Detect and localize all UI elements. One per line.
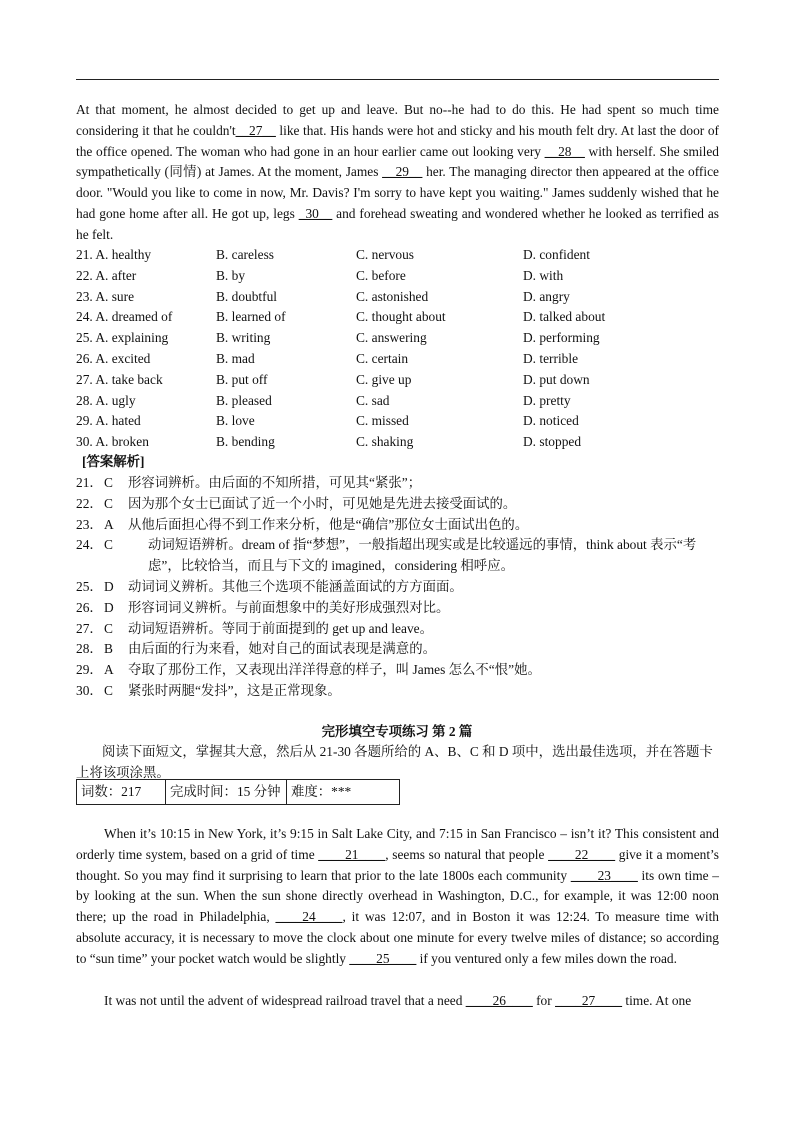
info-table [76,779,400,805]
option-d: D. performing [523,330,600,346]
instructions: 阅读下面短文，掌握其大意，然后从 21-30 各题所给的 A、B、C 和 D 项中，选出最佳选项，并在答题卡上将该项涂黑。 [76,744,713,780]
answer-number: 29． [76,662,103,678]
option-b: B. writing [216,330,271,346]
answer-number: 26． [76,599,103,615]
option-c: C. sad [356,392,390,408]
answer-letter: C [104,620,113,636]
option-b: B. bending [216,434,275,450]
option-b: B. by [216,267,246,283]
answer-item [76,473,719,494]
passage-text: give it a moment’s thought. So you may find it surprising to learn that prior to the late 1800s each community [76,846,719,883]
option-row [76,287,719,308]
option-d: D. stopped [523,434,582,450]
option-b: B. doubtful [216,288,278,304]
option-b: B. love [216,413,255,429]
option-row [76,391,719,412]
option-c: C. nervous [356,247,415,262]
option-d: D. put down [523,371,590,387]
option-d: D. with [523,267,564,283]
option-d: D. pretty [523,392,571,408]
option-a: 22. A. after [76,267,137,283]
answer-item [76,660,719,681]
passage-text: for [532,993,556,1008]
option-a: 24. A. dreamed of [76,309,173,325]
option-a: 21. A. healthy [76,247,152,262]
option-c: C. answering [356,330,427,346]
option-c: C. give up [356,371,412,387]
answer-letter: C [104,495,113,511]
blank-30: _30__ [298,205,333,221]
answer-number: 23． [76,516,103,532]
blank-24: ____24____ [275,909,343,925]
option-c: C. thought about [356,309,446,325]
word-count-cell: 词数：217 [77,780,166,805]
answer-number: 22． [76,495,103,511]
passage-text: like that. His hands were hot and sticky and his mouth felt dry. At last the door of the office opened. The woman who had gone in an hour earlier came out looking very [76,122,719,159]
option-row [76,349,719,370]
blank-27b: ____27____ [555,993,623,1008]
answer-text: 夺取了那份工作，又表现出洋洋得意的样子，叫 James 怎么不“恨”她。 [128,662,541,678]
passage-text: When it’s 10:15 in New York, it’s 9:15 in Salt Lake City, and 7:15 in San Francisco – isn’t it? This consistent and orderly time system, based on a grid of time [76,826,719,862]
blank-23: ____23____ [570,867,638,883]
blank-29: __29__ [382,164,423,180]
section-title: 完形填空专项练习 第 2 篇 [321,724,473,739]
option-c: C. astonished [356,288,429,304]
answer-text: 形容词词义辨析。与前面想象中的美好形成强烈对比。 [128,599,450,615]
blank-27: __27__ [235,122,276,138]
option-b: B. careless [216,247,275,262]
option-row [76,307,719,328]
answer-item [76,639,719,660]
answer-text: 动词短语辨析。dream of 指“梦想”，一般指超出现实或是比较遥远的事情，think about 表示“考虑”，比较恰当，而且与下文的 imagined，considering 相呼应。 [148,537,697,574]
answer-item [76,681,719,702]
blank-28: __28__ [544,143,585,159]
passage-text: , it was 12:07, and in Boston it was 12:24. To measure time with absolute accuracy, it is necessary to move the clock about one minute for every twelve miles of distance; so according to “sun time” your pocket watch would be slightly [76,909,719,966]
option-b: B. put off [216,371,268,387]
passage-text: At that moment, he almost decided to get up and leave. But no--he had to do this. He had spent so much time considering it that he couldn't [76,102,719,138]
option-d: D. angry [523,288,570,304]
option-d: D. talked about [523,309,606,325]
answer-letter: A [104,662,114,678]
answer-letter: A [104,516,114,532]
answer-text: 从他后面担心得不到工作来分析，他是“确信”那位女士面试出色的。 [128,516,529,532]
option-row [76,370,719,391]
option-row [76,411,719,432]
time-cell: 完成时间：15 分钟 [166,780,287,805]
passage-text: , seems so natural that people [385,846,549,862]
answer-item [76,577,719,598]
blank-26: ____26____ [465,993,533,1008]
passage-text: It was not until the advent of widespread railroad travel that a need [104,993,466,1008]
option-row [76,432,719,453]
answer-number: 28． [76,641,103,657]
answer-letter: C [104,682,113,698]
difficulty-cell: 难度：*** [287,780,400,805]
answer-letter: C [104,537,113,553]
passage-2-paragraph-2 [76,991,719,1012]
answer-text: 动词短语辨析。等同于前面提到的 get up and leave。 [128,620,433,636]
option-a: 26. A. excited [76,350,151,366]
header-rule [76,79,719,80]
option-row [76,245,719,266]
answer-number: 30． [76,682,103,698]
option-b: B. mad [216,350,255,366]
option-b: B. learned of [216,309,286,325]
option-d: D. noticed [523,413,579,429]
option-a: 23. A. sure [76,288,135,304]
option-row [76,266,719,287]
option-a: 29. A. hated [76,413,141,429]
answer-item [76,535,719,577]
answer-heading: [答案解析] [82,454,145,469]
passage-text: with herself. She smiled sympathetically (同情) at James. At the moment, James [76,143,719,180]
answer-letter: D [104,578,114,594]
options-list [76,245,719,453]
blank-25: ____25____ [349,950,417,966]
blank-21: ____21____ [318,846,386,862]
option-a: 30. A. broken [76,434,149,450]
answer-text: 形容词辨析。由后面的不知所措，可见其“紧张”； [128,475,422,490]
blank-22: ____22____ [548,846,616,862]
option-a: 25. A. explaining [76,330,169,346]
option-c: C. missed [356,413,409,429]
answer-letter: C [104,475,113,490]
option-c: C. certain [356,350,409,366]
passage-2-paragraph-1 [76,824,719,970]
answer-letter: B [104,641,113,657]
answer-number: 25． [76,578,103,594]
answer-list [76,473,719,702]
option-row [76,328,719,349]
answer-item [76,494,719,515]
passage-text: and forehead sweating and wondered whether he looked as terrified as he felt. [76,205,719,242]
answer-text: 因为那个女士已面试了近一个小时，可见她是先进去接受面试的。 [128,495,517,511]
answer-number: 24． [76,537,103,553]
passage-text: its own time – by looking at the sun. When the sun shone directly overhead in Washington, D.C., for example, it was 12:00 noon there; up the road in Philadelphia, [76,867,719,925]
answer-text: 由后面的行为来看，她对自己的面试表现是满意的。 [128,641,436,657]
answer-letter: D [104,599,114,615]
option-d: D. terrible [523,350,579,366]
option-c: C. shaking [356,434,414,450]
answer-item [76,598,719,619]
option-c: C. before [356,267,406,283]
answer-number: 27． [76,620,103,636]
answer-text: 紧张时两腿“发抖”，这是正常现象。 [128,682,341,698]
passage-1-paragraph [76,100,719,246]
option-a: 27. A. take back [76,371,163,387]
answer-item [76,619,719,640]
passage-text: if you ventured only a few miles down the road. [416,950,677,966]
option-a: 28. A. ugly [76,392,136,408]
passage-text: time. At one [622,993,692,1008]
answer-number: 21． [76,475,103,490]
answer-text: 动词词义辨析。其他三个选项不能涵盖面试的方方面面。 [128,578,463,594]
option-d: D. confident [523,247,590,262]
option-b: B. pleased [216,392,272,408]
passage-text: her. The managing director then appeared at the office door. "Would you like to come in now, Mr. Davis? I'm sorry to have kept you waiting." James suddenly wished that he had gone home after all. He got up, legs [76,164,720,221]
answer-item [76,515,719,536]
